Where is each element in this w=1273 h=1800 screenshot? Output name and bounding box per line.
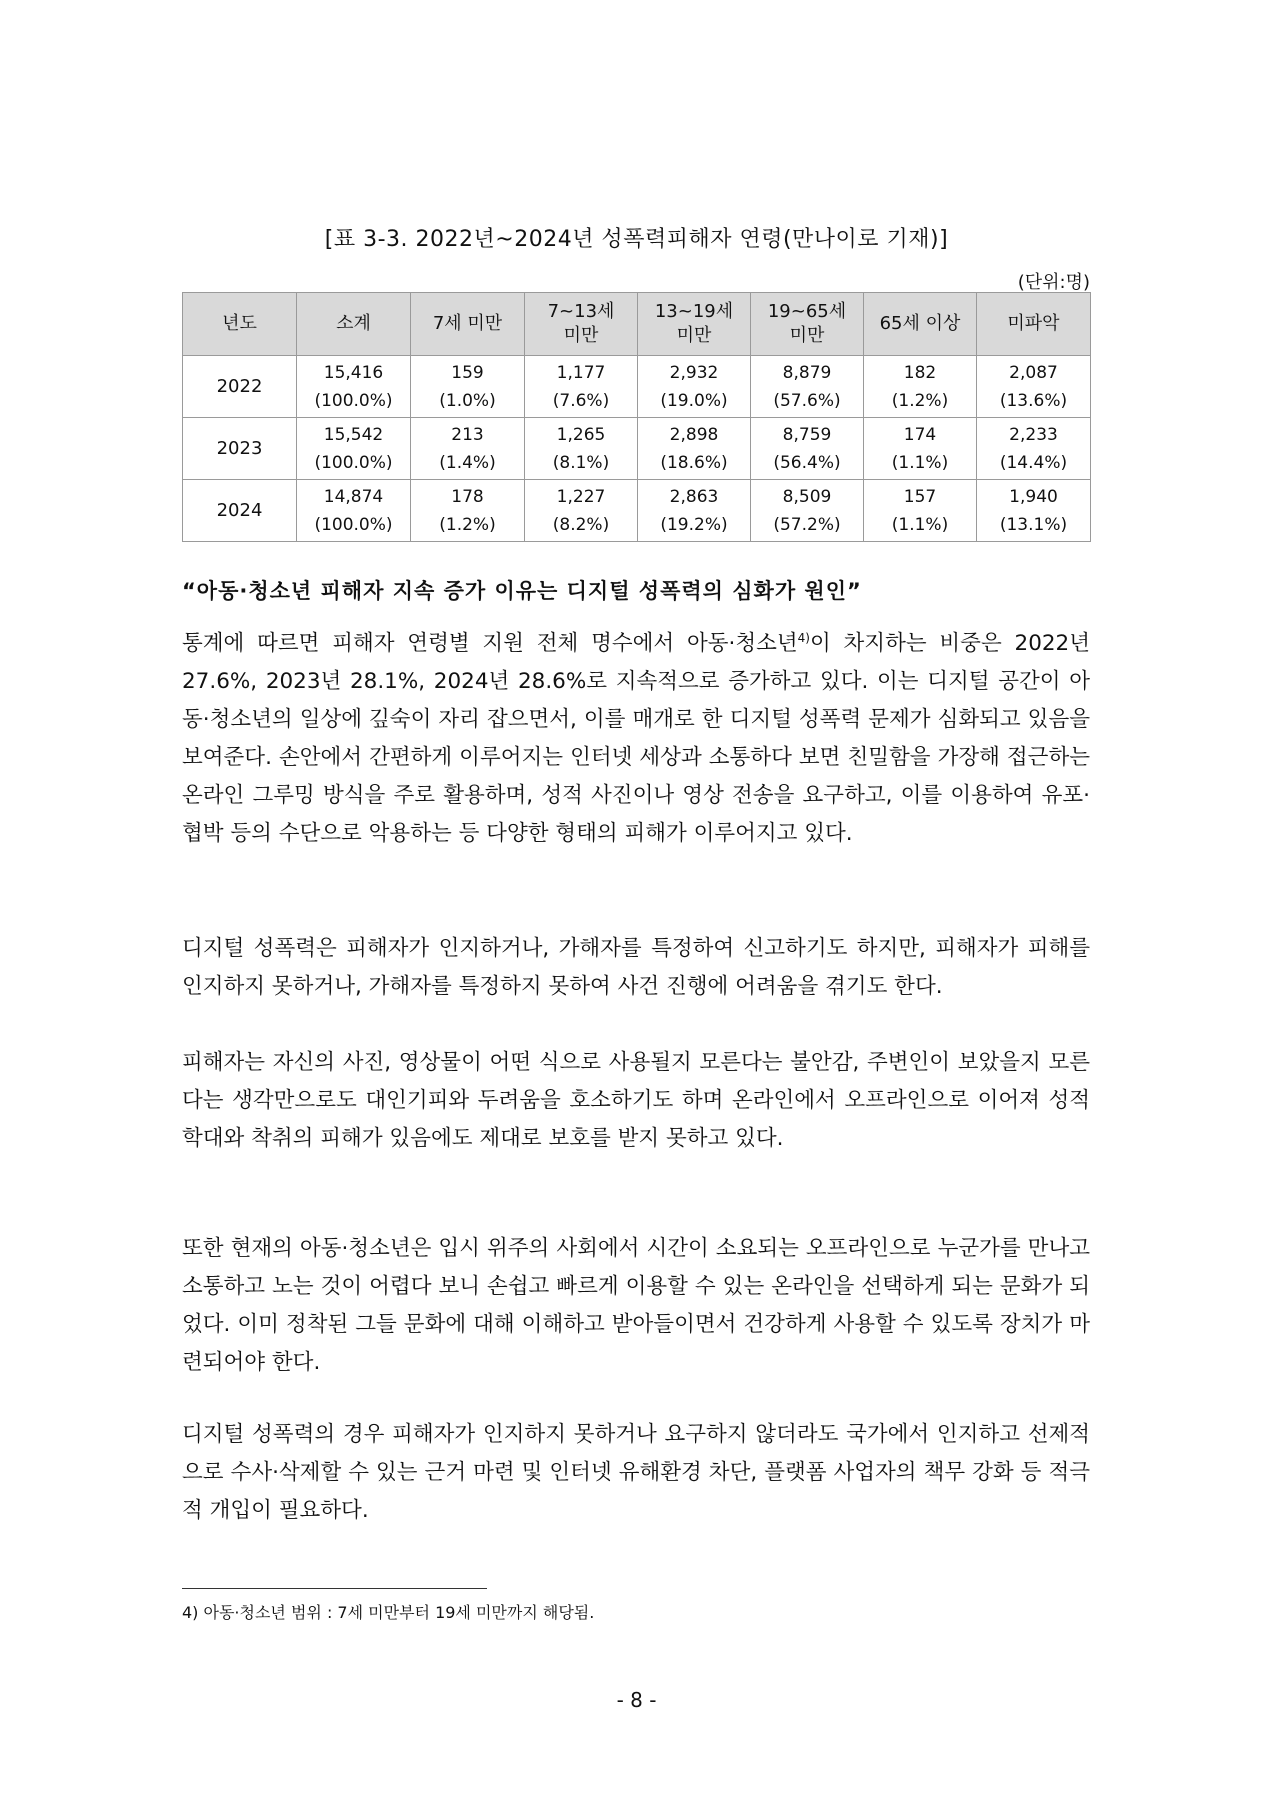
row-year: 2022 bbox=[183, 356, 297, 418]
table-cell bbox=[751, 418, 864, 480]
table-cell bbox=[411, 356, 525, 418]
cell-value: 1,177 bbox=[556, 362, 606, 383]
row-year: 2024 bbox=[183, 480, 297, 542]
header-unknown: 미파악 bbox=[977, 293, 1091, 356]
table-cell bbox=[864, 356, 977, 418]
cell-value: 1,940 bbox=[1009, 486, 1058, 507]
table-cell bbox=[411, 480, 525, 542]
cell-value: 2,087 bbox=[1009, 362, 1058, 383]
cell-value: 8,509 bbox=[782, 486, 832, 507]
header-19-65 bbox=[751, 293, 864, 356]
cell-percent: (19.2%) bbox=[660, 514, 728, 535]
paragraph-state-intervention: 디지털 성폭력의 경우 피해자가 인지하지 못하거나 요구하지 않더라도 국가에서 인지하고 선제적으로 수사·삭제할 수 있는 근거 마련 및 인터넷 유해환경 차단, 플랫폼 사업자의 책무 강화 등 적극적 개입이 필요하다. bbox=[182, 1422, 1090, 1523]
table-cell bbox=[525, 356, 638, 418]
cell-value: 159 bbox=[451, 362, 484, 383]
cell-value: 157 bbox=[903, 486, 937, 507]
row-year: 2023 bbox=[183, 418, 297, 480]
cell-percent: (1.1%) bbox=[891, 452, 949, 473]
table-row bbox=[183, 480, 1091, 542]
cell-value: 174 bbox=[903, 424, 937, 445]
cell-value: 8,879 bbox=[782, 362, 832, 383]
cell-value: 182 bbox=[903, 362, 937, 383]
paragraph-youth-culture: 또한 현재의 아동·청소년은 입시 위주의 사회에서 시간이 소요되는 오프라인으로 누군가를 만나고 소통하고 노는 것이 어렵다 보니 손쉽고 빠르게 이용할 수 있는 온라인을 선택하게 되는 문화가 되었다. 이미 정착된 그들 문화에 대해 이해하고 받아들이면서 건강하게 사용할 수 있도록 장치가 마련되어야 한다. bbox=[182, 1236, 1090, 1375]
cell-percent: (100.0%) bbox=[314, 452, 393, 473]
header-total: 소계 bbox=[297, 293, 411, 356]
table-cell bbox=[864, 480, 977, 542]
header-13-19-label: 13~19세 미만 bbox=[654, 301, 734, 346]
table-row bbox=[183, 418, 1091, 480]
cell-percent: (56.4%) bbox=[773, 452, 841, 473]
cell-percent: (14.4%) bbox=[999, 452, 1068, 473]
table-cell bbox=[638, 418, 751, 480]
cell-percent: (1.1%) bbox=[891, 514, 949, 535]
cell-percent: (8.2%) bbox=[552, 514, 610, 535]
cell-percent: (57.2%) bbox=[773, 514, 841, 535]
paragraph-digital-violence: 디지털 성폭력은 피해자가 인지하거나, 가해자를 특정하여 신고하기도 하지만, 피해자가 피해를 인지하지 못하거나, 가해자를 특정하지 못하여 사건 진행에 어려움을 겪기도 한다. bbox=[182, 936, 1090, 999]
header-under-7: 7세 미만 bbox=[411, 293, 525, 356]
footnote: 4) 아동·청소년 범위 : 7세 미만부터 19세 미만까지 해당됨. bbox=[182, 1603, 595, 1622]
cell-percent: (8.1%) bbox=[552, 452, 610, 473]
table-cell bbox=[297, 418, 411, 480]
cell-value: 1,265 bbox=[556, 424, 606, 445]
header-year: 년도 bbox=[183, 293, 297, 356]
table-cell bbox=[525, 480, 638, 542]
cell-value: 2,898 bbox=[669, 424, 719, 445]
cell-value: 2,863 bbox=[669, 486, 719, 507]
table-cell bbox=[977, 418, 1091, 480]
table-cell bbox=[751, 356, 864, 418]
cell-value: 8,759 bbox=[782, 424, 832, 445]
cell-percent: (1.2%) bbox=[439, 514, 496, 535]
cell-value: 14,874 bbox=[323, 486, 384, 507]
cell-percent: (1.2%) bbox=[891, 390, 949, 411]
table-cell bbox=[977, 356, 1091, 418]
footnote-divider bbox=[182, 1588, 487, 1589]
paragraph-victim-anxiety: 피해자는 자신의 사진, 영상물이 어떤 식으로 사용될지 모른다는 불안감, 주변인이 보았을지 모른다는 생각만으로도 대인기피와 두려움을 호소하기도 하며 온라인에서 오프라인으로 이어져 성적 학대와 착취의 피해가 있음에도 제대로 보호를 받지 못하고 있다. bbox=[182, 1050, 1090, 1151]
cell-value: 15,542 bbox=[323, 424, 384, 445]
cell-value: 15,416 bbox=[323, 362, 384, 383]
table-row bbox=[183, 356, 1091, 418]
page-number: - 8 - bbox=[616, 1688, 657, 1712]
cell-percent: (1.0%) bbox=[439, 390, 496, 411]
header-13-19 bbox=[638, 293, 751, 356]
table-cell bbox=[638, 480, 751, 542]
cell-percent: (13.6%) bbox=[999, 390, 1068, 411]
table-cell bbox=[864, 418, 977, 480]
cell-percent: (100.0%) bbox=[314, 390, 393, 411]
table-cell bbox=[297, 356, 411, 418]
cell-percent: (100.0%) bbox=[314, 514, 393, 535]
cell-value: 178 bbox=[451, 486, 484, 507]
cell-value: 1,227 bbox=[556, 486, 606, 507]
cell-value: 2,932 bbox=[669, 362, 719, 383]
cell-percent: (57.6%) bbox=[773, 390, 841, 411]
paragraph-text: 이 차지하는 비중은 2022년 27.6%, 2023년 28.1%, 2024년 28.6%로 지속적으로 증가하고 있다. 이는 디지털 공간이 아동·청소년의 일상에 깊숙이 자리 잡으면서, 이를 매개로 한 디지털 성폭력 문제가 심화되고 있음을 보여준다. 손안에서 간편하게 이루어지는 인터넷 세상과 소통하다 보면 친밀함을 가장해 접근하는 온라인 그루밍 방식을 주로 활용하며, 성적 사진이나 영상 전송을 요구하고, 이를 이용하여 유포·협박 등의 수단으로 악용하는 등 다양한 형태의 피해가 이루어지고 있다. bbox=[182, 631, 1090, 846]
cell-value: 213 bbox=[451, 424, 484, 445]
table-cell bbox=[411, 418, 525, 480]
cell-percent: (13.1%) bbox=[999, 514, 1068, 535]
table-caption: [표 3-3. 2022년~2024년 성폭력피해자 연령(만나이로 기재)] bbox=[324, 227, 949, 252]
table-header-row bbox=[183, 293, 1091, 356]
section-title: “아동·청소년 피해자 지속 증가 이유는 디지털 성폭력의 심화가 원인” bbox=[182, 579, 862, 603]
header-7-13 bbox=[525, 293, 638, 356]
header-7-13-label: 7~13세 미만 bbox=[547, 301, 615, 346]
victim-age-table bbox=[182, 292, 1091, 542]
header-19-65-label: 19~65세 미만 bbox=[767, 301, 847, 346]
header-65-plus: 65세 이상 bbox=[864, 293, 977, 356]
cell-value: 2,233 bbox=[1009, 424, 1058, 445]
cell-percent: (1.4%) bbox=[439, 452, 496, 473]
table-cell bbox=[977, 480, 1091, 542]
footnote-reference[interactable]: 4) bbox=[797, 630, 810, 645]
cell-percent: (7.6%) bbox=[552, 390, 610, 411]
table-cell bbox=[751, 480, 864, 542]
table-cell bbox=[297, 480, 411, 542]
table-cell bbox=[525, 418, 638, 480]
paragraph-text: 통계에 따르면 피해자 연령별 지원 전체 명수에서 아동·청소년 bbox=[182, 631, 798, 656]
table-unit: (단위:명) bbox=[1017, 272, 1090, 293]
paragraph-statistics bbox=[182, 625, 1090, 853]
cell-percent: (19.0%) bbox=[660, 390, 728, 411]
cell-percent: (18.6%) bbox=[660, 452, 728, 473]
table-cell bbox=[638, 356, 751, 418]
